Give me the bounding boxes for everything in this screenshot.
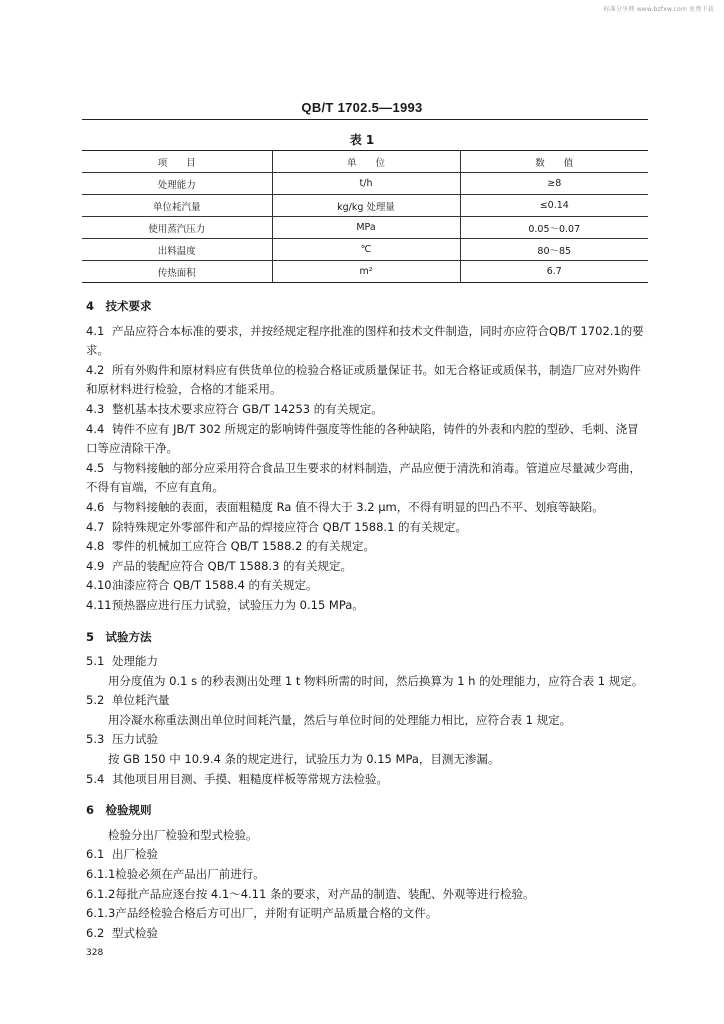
table-header-value: 数 值 [460,151,648,173]
table-cell: t/h [272,173,460,195]
clause-number: 4.7 [86,519,105,534]
clause [86,420,650,459]
clause-number: 4.3 [86,401,105,416]
clause-text: 产品经检验合格后方可出厂，并附有证明产品质量合格的文件。 [115,906,438,921]
clause-text: 产品应符合本标准的要求，并按经规定程序批准的图样和技术文件制造，同时亦应符合QB/T 1702.1的要求。 [86,323,644,358]
watermark: 标准分享网 www.bzfxw.com 免费下载 [603,6,714,13]
clause [86,652,650,672]
clause [86,924,650,944]
table-cell: 6.7 [460,261,648,283]
clause [86,557,650,577]
clause-text: 零件的机械加工应符合 QB/T 1588.2 的有关规定。 [112,539,376,554]
clause-number: 4.5 [86,460,105,475]
table-cell: m² [272,261,460,283]
clause-number: 6.2 [86,925,105,940]
clause [86,322,650,361]
table-cell: 0.05～0.07 [460,217,648,239]
table-cell: 传热面积 [82,261,272,283]
clause [86,459,650,498]
clause-text: 压力试验 [112,732,158,747]
table-header-unit: 单 位 [272,151,460,173]
clause-number: 4.4 [86,421,105,436]
clause [86,576,650,596]
clause [86,730,650,750]
clause-text: 检验必须在产品出厂前进行。 [115,867,265,882]
clause-paragraph: 检验分出厂检验和型式检验。 [108,827,258,842]
table-cell: 使用蒸汽压力 [82,217,272,239]
clause-number: 5.1 [86,654,105,669]
clause-number: 5.3 [86,732,105,747]
clause-text: 出厂检验 [112,847,158,862]
clause [86,865,650,885]
header-rule [82,119,648,120]
table-row [82,217,648,239]
table-cell: 出料温度 [82,239,272,261]
clause-number: 6.1.2 [86,886,116,901]
clause-number: 4.6 [86,499,105,514]
document-body [86,292,650,943]
clause [86,691,650,711]
section-heading: 4 技术要求 [86,299,152,313]
clause-paragraph: 按 GB 150 中 10.9.4 条的规定进行，试验压力为 0.15 MPa，目测无渗漏。 [108,752,500,767]
table-cell: kg/kg 处理量 [272,195,460,217]
clause-number: 6.1.1 [86,867,116,882]
table-cell: ≤0.14 [460,195,648,217]
clause [86,400,650,420]
clause-text: 整机基本技术要求应符合 GB/T 14253 的有关规定。 [112,401,383,416]
clause-text: 每批产品应逐台按 4.1～4.11 条的要求，对产品的制造、装配、外观等进行检验。 [115,886,535,901]
clause [86,498,650,518]
clause-text: 除特殊规定外零部件和产品的焊接应符合 QB/T 1588.1 的有关规定。 [112,519,468,534]
clause-text: 型式检验 [112,925,158,940]
clause-number: 6.1 [86,847,105,862]
clause [86,596,650,616]
table-header-row [82,151,648,173]
clause-text: 与物料接触的表面，表面粗糙度 Ra 值不得大于 3.2 μm，不得有明显的凹凸不平、划痕等缺陷。 [112,499,604,514]
clause [86,537,650,557]
clause-text: 与物料接触的部分应采用符合食品卫生要求的材料制造，产品应便于清洗和消毒。管道应尽量减少弯曲，不得有盲端，不应有直角。 [86,460,641,495]
section-heading: 5 试验方法 [86,629,152,644]
table-cell: ℃ [272,239,460,261]
clause-number: 4.9 [86,558,105,573]
spec-table [82,150,648,283]
clause-number: 4.10 [86,578,112,593]
clause [86,885,650,905]
table-row [82,195,648,217]
clause-text: 所有外购件和原材料应有供货单位的检验合格证或质量保证书。如无合格证或质保书，制造厂应对外购件和原材料进行检验，合格的才能采用。 [86,362,641,397]
standard-id: QB/T 1702.5—1993 [301,100,423,115]
clause-text: 其他项目用目测、手摸、粗糙度样板等常规方法检验。 [112,771,388,786]
clause-text: 产品的装配应符合 QB/T 1588.3 的有关规定。 [112,558,353,573]
clause-number: 4.11 [86,597,112,612]
clause-number: 6.1.3 [86,906,116,921]
table-cell: 处理能力 [82,173,272,195]
clause-paragraph: 用冷凝水称重法测出单位时间耗汽量，然后与单位时间的处理能力相比，应符合表 1 规定。 [108,712,572,727]
table-row [82,261,648,283]
clause-number: 4.1 [86,323,105,338]
table-cell: 单位耗汽量 [82,195,272,217]
table-caption: 表 1 [349,133,375,147]
clause-number: 5.4 [86,771,105,786]
table-cell: MPa [272,217,460,239]
table-header-item: 项 目 [82,151,272,173]
clause-paragraph: 用分度值为 0.1 s 的秒表测出处理 1 t 物料所需的时间，然后换算为 1 h 的处理能力，应符合表 1 规定。 [108,673,644,688]
clause-number: 4.2 [86,362,105,377]
clause [86,361,650,400]
clause [86,770,650,790]
clause [86,518,650,538]
section-heading: 6 检验规则 [86,803,152,818]
clause-text: 预热器应进行压力试验，试验压力为 0.15 MPa。 [112,597,364,612]
clause-text: 油漆应符合 QB/T 1588.4 的有关规定。 [112,578,318,593]
table-row [82,239,648,261]
clause-text: 铸件不应有 JB/T 302 所规定的影响铸件强度等性能的各种缺陷，铸件的外表和内腔的型砂、毛刺、浇冒口等应清除干净。 [86,421,639,456]
table-cell: 80～85 [460,239,648,261]
clause [86,845,650,865]
table-cell: ≥8 [460,173,648,195]
clause-number: 4.8 [86,539,105,554]
page-number: 328 [86,948,104,958]
table-row [82,173,648,195]
clause-number: 5.2 [86,693,105,708]
clause [86,904,650,924]
clause-text: 单位耗汽量 [112,693,170,708]
clause-text: 处理能力 [112,654,158,669]
